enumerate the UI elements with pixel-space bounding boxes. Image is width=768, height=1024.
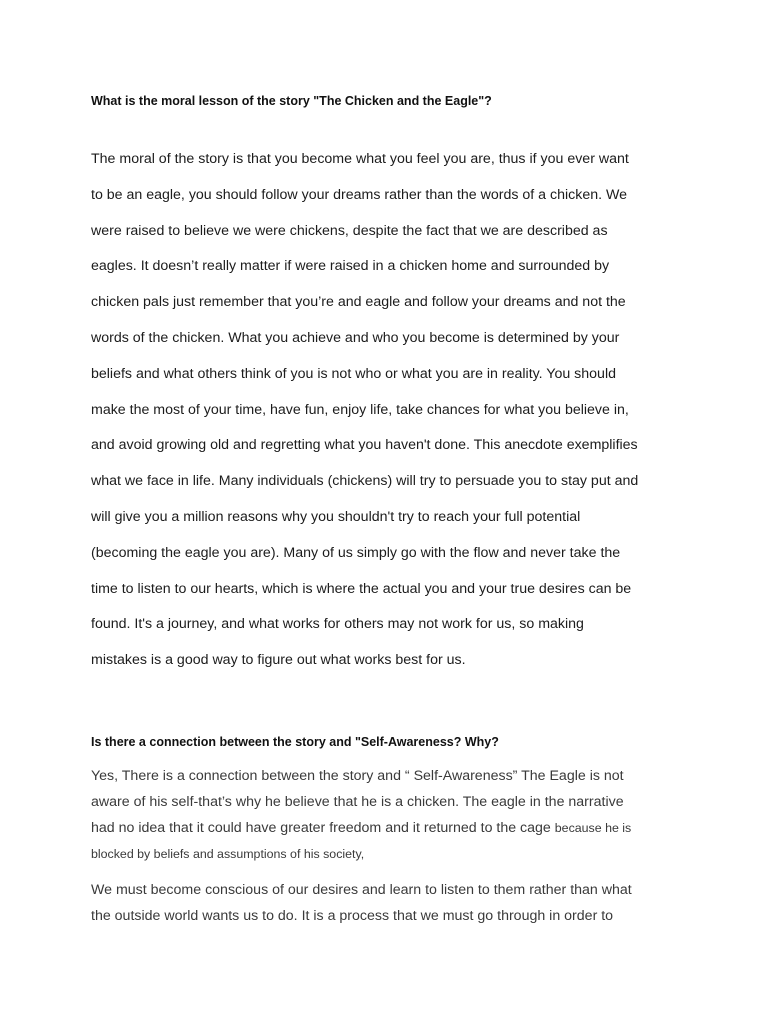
paragraph-line: found. It's a journey, and what works for others may not work for us, so making xyxy=(91,616,584,633)
paragraph-line: chicken pals just remember that you’re and eagle and follow your dreams and not the xyxy=(91,294,626,311)
paragraph-line-text: had no idea that it could have greater freedom and it returned to the cage xyxy=(91,820,555,836)
paragraph-line: We must become conscious of our desires and learn to listen to them rather than what xyxy=(91,882,632,898)
paragraph-line-text-small: because he is xyxy=(554,821,632,835)
paragraph-line: were raised to believe we were chickens, despite the fact that we are described as xyxy=(91,222,608,239)
paragraph-line: aware of his self-that’s why he believe that he is a chicken. The eagle in the narrative xyxy=(91,794,624,810)
paragraph-line: words of the chicken. What you achieve and who you become is determined by your xyxy=(91,329,620,346)
followup-paragraph xyxy=(91,880,691,932)
paragraph-line xyxy=(91,818,691,844)
paragraph-line: Yes, There is a connection between the story and “ Self-Awareness” The Eagle is not xyxy=(91,768,624,784)
paragraph-line: the outside world wants us to do. It is a process that we must go through in order to xyxy=(91,908,614,924)
paragraph-line: The moral of the story is that you become what you feel you are, thus if you ever want xyxy=(91,151,629,167)
paragraph-line: will give you a million reasons why you shouldn't try to reach your full potential xyxy=(91,508,581,525)
question-moral-lesson: What is the moral lesson of the story "The Chicken and the Eagle"? xyxy=(91,94,492,108)
paragraph-line: (becoming the eagle you are). Many of us simply go with the flow and never take the xyxy=(91,544,621,561)
paragraph-line: to be an eagle, you should follow your dreams rather than the words of a chicken. We xyxy=(91,186,628,203)
answer-moral-lesson xyxy=(91,149,691,686)
answer-self-awareness xyxy=(91,766,691,870)
paragraph-line: make the most of your time, have fun, enjoy life, take chances for what you believe in, xyxy=(91,401,629,418)
paragraph-line: time to listen to our hearts, which is where the actual you and your true desires can be xyxy=(91,580,632,597)
paragraph-line: beliefs and what others think of you is not who or what you are in reality. You should xyxy=(91,365,616,382)
question-self-awareness: Is there a connection between the story and "Self-Awareness? Why? xyxy=(91,735,499,749)
paragraph-line: what we face in life. Many individuals (chickens) will try to persuade you to stay put and xyxy=(91,473,639,490)
paragraph-line: and avoid growing old and regretting what you haven't done. This anecdote exemplifies xyxy=(91,437,638,454)
paragraph-line: mistakes is a good way to figure out what works best for us. xyxy=(91,652,466,669)
paragraph-line: blocked by beliefs and assumptions of his society, xyxy=(91,847,365,861)
paragraph-line: eagles. It doesn’t really matter if were raised in a chicken home and surrounded by xyxy=(91,258,610,275)
